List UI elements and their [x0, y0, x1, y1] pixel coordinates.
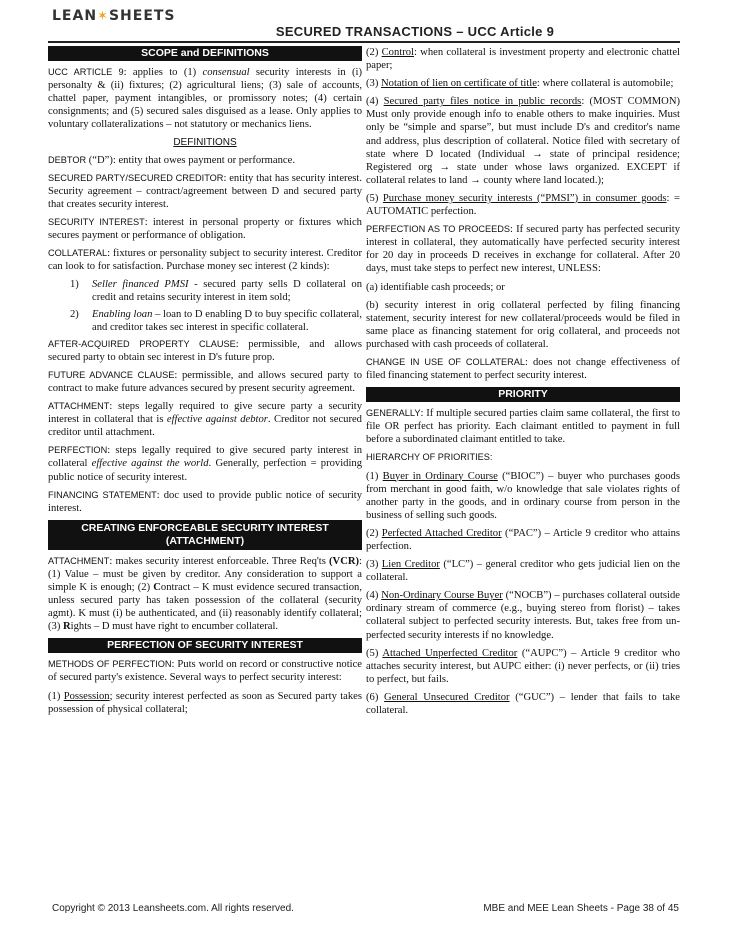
def-secured-party: SECURED PARTY/SECURED CREDITOR: entity that has security interest. Security agreement – contract/agreement between D and secured party that creates security interest. — [48, 172, 362, 210]
def-collateral: COLLATERAL: fixtures or personality subject to security interest. Creditor can look to for satisfaction. Purchase money sec interest (2 kinds): — [48, 248, 362, 273]
left-column — [48, 46, 362, 721]
footer-copyright: Copyright © 2013 Leansheets.com. All rights reserved. — [52, 903, 294, 914]
title-divider — [48, 41, 680, 43]
section-bar-scope: SCOPE and DEFINITIONS — [48, 46, 362, 61]
priority-nocb: (4) Non-Ordinary Course Buyer (“NOCB”) – purchases collateral outside ordinary stream of commerce (e.g., buying stereo from florist) – takes collateral subject to perfected security interests. But, takes free from un-perfected security interests if no knowledge. — [366, 590, 680, 641]
ucc-article-9-paragraph: UCC ARTICLE 9: applies to (1) consensual security interests in (i) personalty & (ii) fixtures; (2) agricultural liens; (3) sale of accounts, chattel paper, payment intangibles, or promissory notes; (4) certain consignments; and (5) secured sales disguised as a lease. Only applies to voluntary collateralizations – not statutory or mechanics liens. — [48, 67, 363, 131]
method-notation: (3) Notation of lien on certificate of title: where collateral is automobile; — [366, 78, 674, 90]
def-security-interest: SECURITY INTEREST: interest in personal property or fixtures which secures payment or performance of obligation. — [48, 216, 362, 242]
perfection-as-to-proceeds: PERFECTION AS TO PROCEEDS: If secured party has perfected security interest in collateral, they automatically have perfected security interest for 20 day in proceeds D receives in exchange for collateral. After 20 days, must take steps to perfect new interest, UNLESS: — [366, 224, 680, 275]
def-after-acquired: AFTER-ACQUIRED PROPERTY CLAUSE: permissible, and allows secured party to obtain sec interest in D's future prop. — [48, 338, 362, 363]
method-control: (2) Control: when collateral is investment property and electronic chattel paper; — [366, 47, 680, 72]
section-bar-priority: PRIORITY — [366, 387, 680, 402]
priority-pac: (2) Perfected Attached Creditor (“PAC”) – Article 9 creditor who attains perfection. — [366, 527, 680, 552]
def-debtor: DEBTOR (“D”): entity that owes payment or performance. — [48, 154, 295, 166]
list-item: 1) Seller financed PMSI - secured party sells D collateral on credit and retains security interest in item sold; — [70, 279, 362, 304]
def-future-advance: FUTURE ADVANCE CLAUSE: permissible, and allows secured party to contract to make future advances secured by present security agreement. — [48, 369, 362, 394]
def-financing-statement: FINANCING STATEMENT: doc used to provide public notice of security interest. — [48, 489, 363, 514]
definitions-heading: DEFINITIONS — [173, 137, 237, 149]
list-item: 2) Enabling loan – loan to D enabling D to buy specific collateral, and creditor takes sec interest in specific collateral. — [70, 308, 362, 333]
priority-bioc: (1) Buyer in Ordinary Course (“BIOC”) – buyer who purchases goods from merchant in good faith, w/o knowledge that sale violates rights of another party in the goods, and in ordinary course from person in the business of selling such goods. — [366, 470, 680, 521]
proceeds-exception-b: (b) security interest in orig collateral perfected by filing financing statement, security interest for new collateral/proceeds would be filed in same place as financing statement for orig collateral, and proceeds not purchased with cash proceeds of collateral. — [366, 299, 680, 350]
method-possession: (1) Possession; security interest perfected as soon as Secured party takes possession of physical collateral; — [48, 690, 362, 715]
pmsi-kinds-list — [48, 278, 362, 333]
def-attachment: ATTACHMENT: steps legally required to give secure party a security interest in collateral that is effective against debtor. Creditor not secured creditor until attachment. — [48, 401, 362, 439]
def-perfection: PERFECTION: steps legally required to give secured party interest in collateral effective against the world. Generally, perfection = providing public notice of security interest. — [48, 445, 363, 483]
right-column — [366, 46, 680, 722]
leansheets-logo: LEAN✶SHEETS — [52, 8, 176, 24]
attachment-paragraph: ATTACHMENT: makes security interest enforceable. Three Req'ts (VCR): (1) Value – must be given by creditor. Any consideration to support a simple K is enough; (2) Contract – K must evidence secured transaction, unless secured party has taken possession of the collateral (security agmt). K must (i) be authenticated, and (ii) reasonably identify collateral; (3) Rights – D must have right to encumber collateral. — [48, 555, 362, 633]
section-bar-perfection: PERFECTION OF SECURITY INTEREST — [48, 638, 362, 653]
section-bar-attachment: CREATING ENFORCEABLE SECURITY INTEREST (ATTACHMENT) — [48, 520, 362, 550]
method-public-records: (4) Secured party files notice in public records: (MOST COMMON) Must only provide enough info to enable others to make inquiries. Must only be “simple and sparse”, but must include D's and creditor's name and address, plus description of collateral. Notice filed with secretary of state where D located (Individual → state of principal residence; Registered org → state under whose laws organized. EXCEPT if collateral relates to land → county where land located.); — [366, 96, 680, 186]
star-icon: ✶ — [97, 9, 109, 24]
priority-aupc: (5) Attached Unperfected Creditor (“AUPC”) – Article 9 creditor who attaches security interest, but AUPC either: (i) never perfects, or (ii) tries to perfect, but fails. — [366, 647, 681, 685]
page-title: SECURED TRANSACTIONS – UCC Article 9 — [275, 24, 555, 39]
proceeds-exception-a: (a) identifiable cash proceeds; or — [366, 281, 505, 293]
change-in-use: CHANGE IN USE OF COLLATERAL: does not change effectiveness of filed financing statement to perfect security interest. — [366, 356, 680, 382]
method-pmsi: (5) Purchase money security interests (“PMSI”) in consumer goods: = AUTOMATIC perfection. — [366, 192, 680, 218]
footer-page-number: MBE and MEE Lean Sheets - Page 38 of 45 — [483, 903, 679, 914]
priority-generally: GENERALLY: If multiple secured parties claim same collateral, the first to file OR perfect has priority. Each claimant entitled to payment in full before a subordinated claimant entitled to take. — [366, 408, 680, 446]
priority-lc: (3) Lien Creditor (“LC”) – general creditor who gets judicial lien on the collateral. — [366, 559, 680, 584]
methods-of-perfection: METHODS OF PERFECTION: Puts world on record or constructive notice of secured party's existence. Several ways to perfect security interest: — [48, 659, 362, 684]
hierarchy-heading: HIERARCHY OF PRIORITIES: — [366, 452, 493, 463]
priority-guc: (6) General Unsecured Creditor (“GUC”) – lender that fails to take collateral. — [366, 691, 680, 717]
